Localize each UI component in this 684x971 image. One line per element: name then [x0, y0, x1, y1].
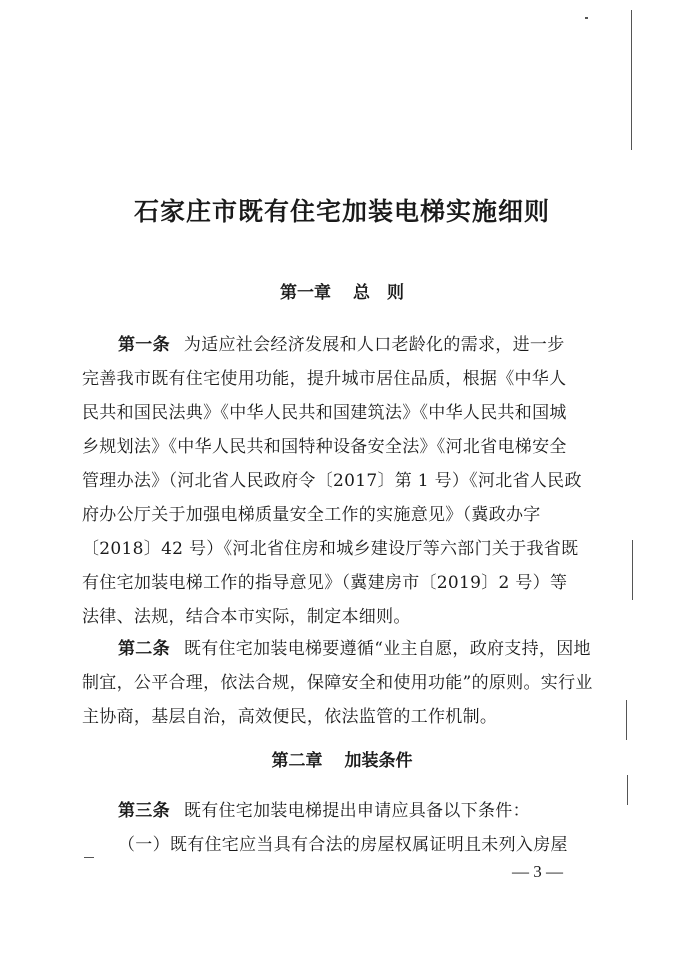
article-2-line-3: 主协商，基层自治，高效便民，依法监管的工作机制。	[82, 707, 498, 727]
document-title: 石家庄市既有住宅加装电梯实施细则	[133, 197, 550, 226]
article-text: 为适应社会经济发展和人口老龄化的需求，进一步	[183, 335, 565, 355]
page-number: — 3 —	[512, 862, 563, 881]
scan-edge-mark	[627, 775, 628, 805]
article-2-line-2: 制宜，公平合理，依法合规，保障安全和使用功能”的原则。实行业	[82, 673, 593, 693]
scan-edge-mark	[631, 10, 632, 150]
scan-dot-mark	[585, 17, 588, 19]
chapter-1-label: 第一章	[280, 283, 331, 303]
article-1-line-9: 法律、法规，结合本市实际，制定本细则。	[82, 607, 411, 627]
scan-dot-mark	[84, 857, 94, 858]
chapter-1-name: 总 则	[353, 283, 404, 303]
scan-edge-mark	[626, 700, 627, 740]
chapter-2-heading	[0, 746, 684, 771]
article-1-line-7: 〔2018〕42 号）《河北省住房和城乡建设厅等六部门关于我省既	[82, 539, 579, 559]
article-3-line-1	[118, 796, 598, 821]
article-2-line-1	[118, 634, 598, 659]
article-1-line-8: 有住宅加装电梯工作的指导意见》（冀建房市〔2019〕2 号）等	[82, 573, 568, 593]
article-1-line-4: 乡规划法》《中华人民共和国特种设备安全法》《河北省电梯安全	[82, 437, 567, 457]
article-1-line-3: 民共和国民法典》《中华人民共和国建筑法》《中华人民共和国城	[82, 403, 567, 423]
article-text: 既有住宅加装电梯要遵循“业主自愿，政府支持，因地	[183, 639, 591, 659]
article-1-line-1	[118, 330, 598, 355]
article-1-line-6: 府办公厅关于加强电梯质量安全工作的实施意见》（冀政办字	[82, 505, 541, 525]
scan-edge-mark	[632, 540, 633, 600]
chapter-2-label: 第二章	[271, 751, 323, 771]
article-1-line-5: 管理办法》（河北省人民政府令〔2017〕第 1 号）《河北省人民政	[82, 471, 582, 491]
article-1-line-2: 完善我市既有住宅使用功能，提升城市居住品质，根据《中华人	[82, 369, 567, 389]
chapter-1-heading	[0, 278, 684, 303]
article-1-label: 第一条	[118, 335, 170, 355]
item-one-line: （一）既有住宅应当具有合法的房屋权属证明且未列入房屋	[118, 835, 568, 855]
article-3-label: 第三条	[118, 801, 170, 821]
article-text: 既有住宅加装电梯提出申请应具备以下条件：	[183, 801, 530, 821]
chapter-2-name: 加装条件	[344, 751, 413, 771]
article-2-label: 第二条	[118, 639, 170, 659]
